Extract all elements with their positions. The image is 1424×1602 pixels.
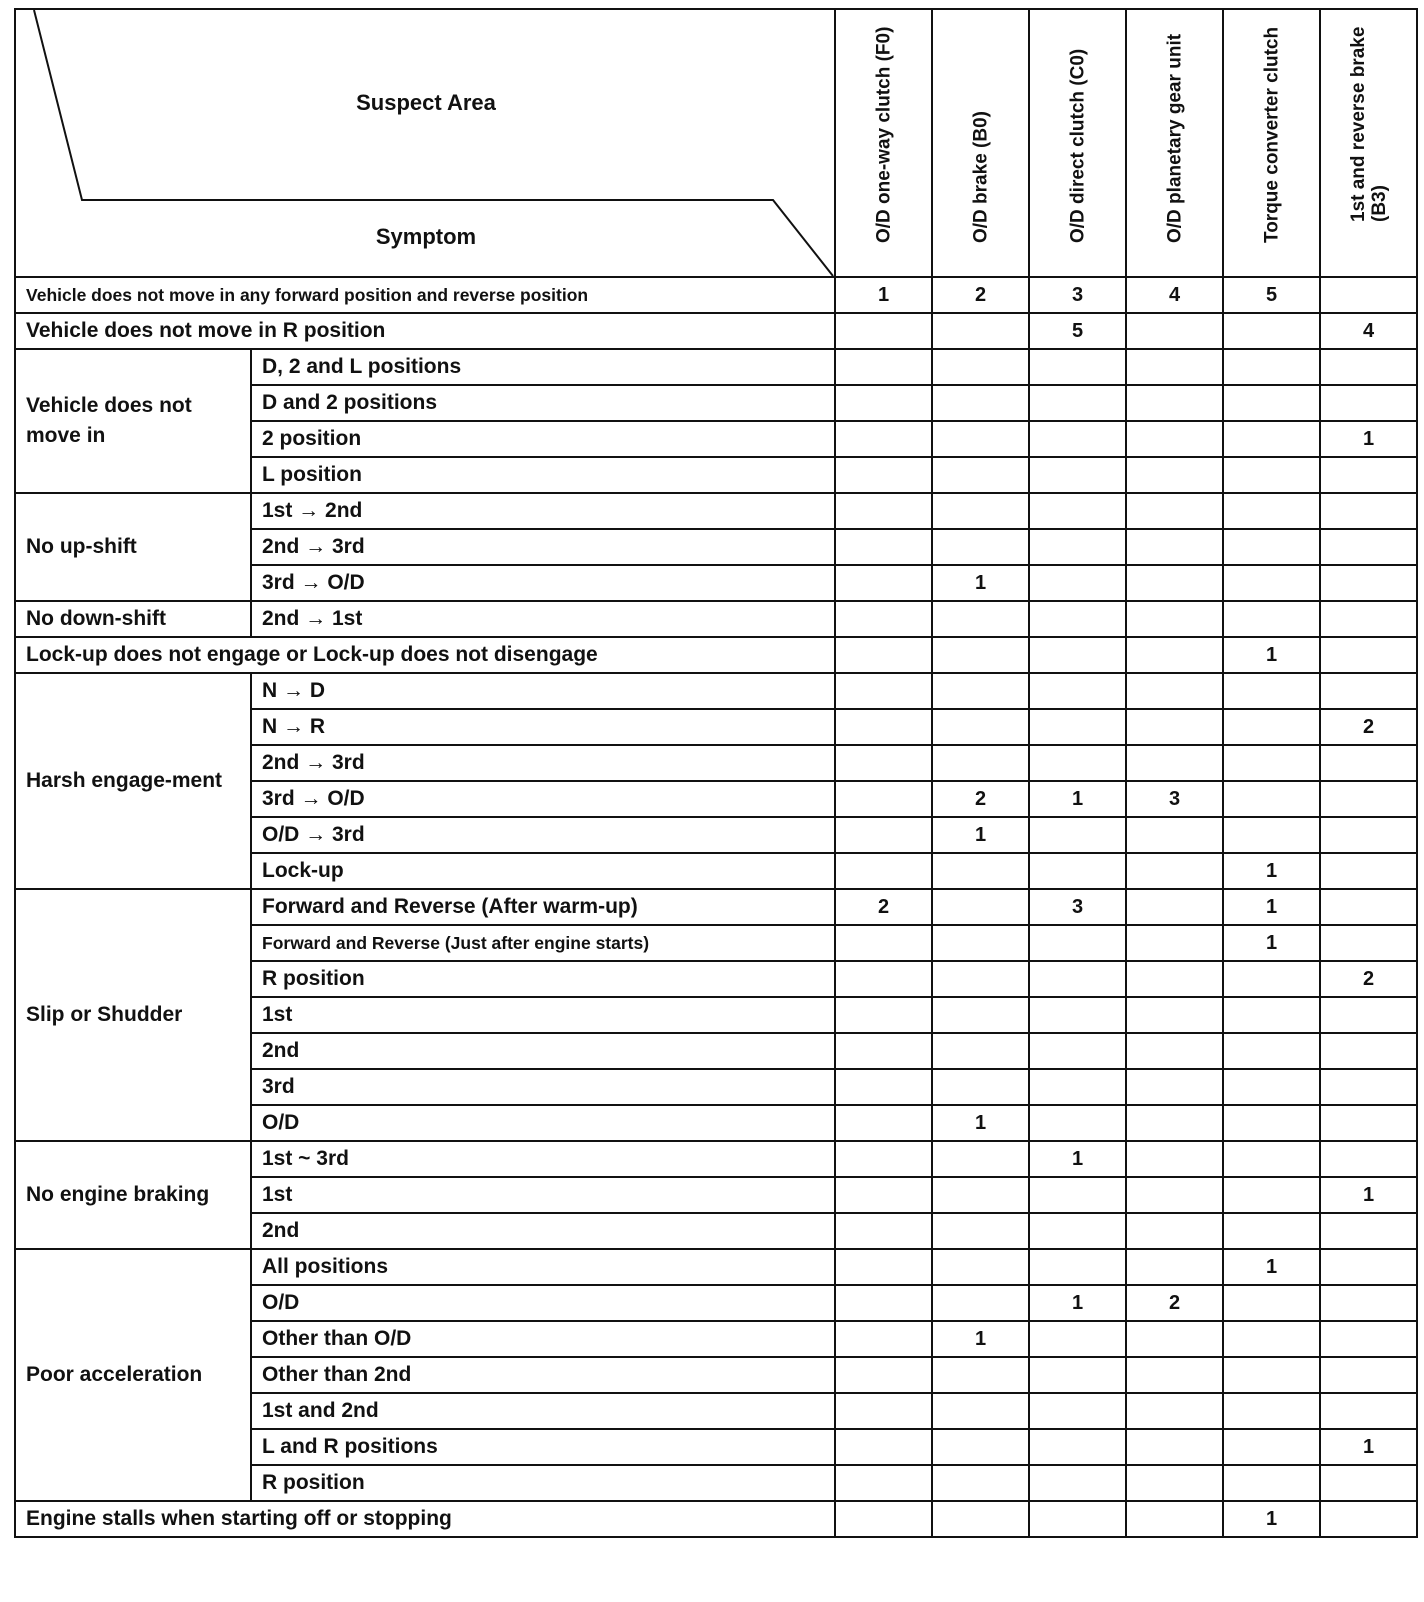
priority-cell	[1320, 1033, 1417, 1069]
priority-cell	[1223, 493, 1320, 529]
priority-cell	[1029, 1393, 1126, 1429]
priority-cell	[835, 349, 932, 385]
priority-cell	[1126, 1141, 1223, 1177]
symptom-condition: Other than O/D	[251, 1321, 835, 1357]
column-header: Torque converter clutch	[1223, 9, 1320, 277]
priority-cell	[1320, 1285, 1417, 1321]
priority-cell: 1	[835, 277, 932, 313]
symptom-label: Symptom	[375, 224, 477, 249]
priority-cell	[1223, 1393, 1320, 1429]
priority-cell	[835, 385, 932, 421]
priority-cell	[1223, 385, 1320, 421]
priority-cell	[1223, 1213, 1320, 1249]
priority-cell	[835, 1393, 932, 1429]
priority-cell: 1	[1029, 1285, 1126, 1321]
priority-cell	[1223, 997, 1320, 1033]
priority-cell	[1029, 673, 1126, 709]
symptom-condition: 2nd → 3rd	[251, 745, 835, 781]
priority-cell: 1	[1029, 781, 1126, 817]
priority-cell	[1126, 817, 1223, 853]
symptom-condition: R position	[251, 961, 835, 997]
column-header: O/D direct clutch (C0)	[1029, 9, 1126, 277]
symptom-condition: O/D → 3rd	[251, 817, 835, 853]
priority-cell	[835, 997, 932, 1033]
symptom-condition: 3rd → O/D	[251, 565, 835, 601]
priority-cell: 1	[932, 1321, 1029, 1357]
priority-cell	[1223, 1321, 1320, 1357]
priority-cell	[1223, 601, 1320, 637]
priority-cell	[835, 1501, 932, 1537]
priority-cell	[1320, 349, 1417, 385]
priority-cell	[835, 961, 932, 997]
symptom-condition: O/D	[251, 1285, 835, 1321]
priority-cell	[1029, 925, 1126, 961]
priority-cell: 4	[1320, 313, 1417, 349]
priority-cell: 1	[1223, 925, 1320, 961]
priority-cell	[1126, 1429, 1223, 1465]
priority-cell	[932, 1465, 1029, 1501]
priority-cell	[1223, 1357, 1320, 1393]
priority-cell	[1126, 1105, 1223, 1141]
header-row	[15, 9, 1417, 277]
priority-cell	[1029, 1177, 1126, 1213]
priority-cell	[932, 1177, 1029, 1213]
priority-cell	[932, 997, 1029, 1033]
priority-cell	[1223, 529, 1320, 565]
priority-cell	[1320, 529, 1417, 565]
priority-cell	[1126, 1069, 1223, 1105]
priority-cell	[932, 961, 1029, 997]
priority-cell	[1320, 1357, 1417, 1393]
priority-cell	[1320, 1321, 1417, 1357]
priority-cell	[1126, 853, 1223, 889]
priority-cell	[1223, 1285, 1320, 1321]
table-row	[15, 1141, 1417, 1177]
symptom-label: Vehicle does not move in any forward position and reverse position	[15, 277, 835, 313]
priority-cell	[835, 1141, 932, 1177]
symptom-condition: 3rd	[251, 1069, 835, 1105]
priority-cell	[1126, 673, 1223, 709]
symptom-condition: N → D	[251, 673, 835, 709]
priority-cell: 1	[932, 565, 1029, 601]
column-header: O/D brake (B0)	[932, 9, 1029, 277]
priority-cell	[1223, 709, 1320, 745]
priority-cell: 2	[932, 781, 1029, 817]
priority-cell	[932, 637, 1029, 673]
priority-cell	[1223, 421, 1320, 457]
priority-cell	[1320, 1213, 1417, 1249]
priority-cell	[1126, 421, 1223, 457]
priority-cell	[835, 1285, 932, 1321]
priority-cell	[1126, 601, 1223, 637]
priority-cell	[1029, 1429, 1126, 1465]
priority-cell	[1029, 457, 1126, 493]
priority-cell	[1320, 889, 1417, 925]
priority-cell	[1126, 1465, 1223, 1501]
priority-cell	[1029, 529, 1126, 565]
table-row	[15, 601, 1417, 637]
priority-cell	[1029, 1321, 1126, 1357]
priority-cell	[835, 745, 932, 781]
troubleshooting-matrix	[14, 8, 1416, 1596]
table-row	[15, 349, 1417, 385]
symptom-condition: R position	[251, 1465, 835, 1501]
priority-cell	[1223, 349, 1320, 385]
priority-cell	[932, 1285, 1029, 1321]
priority-cell: 1	[932, 1105, 1029, 1141]
priority-cell	[835, 421, 932, 457]
priority-cell: 2	[1126, 1285, 1223, 1321]
symptom-condition: 1st → 2nd	[251, 493, 835, 529]
priority-cell	[1029, 565, 1126, 601]
priority-cell	[1320, 781, 1417, 817]
priority-cell	[932, 1249, 1029, 1285]
priority-cell	[1223, 673, 1320, 709]
priority-cell	[835, 1249, 932, 1285]
symptom-condition: 2nd	[251, 1033, 835, 1069]
priority-cell: 1	[1320, 1429, 1417, 1465]
priority-cell	[1126, 1393, 1223, 1429]
priority-cell	[932, 925, 1029, 961]
priority-cell	[932, 1213, 1029, 1249]
priority-cell	[1029, 493, 1126, 529]
priority-cell	[1223, 1429, 1320, 1465]
symptom-condition: 2nd	[251, 1213, 835, 1249]
priority-cell	[835, 493, 932, 529]
priority-cell	[1029, 637, 1126, 673]
priority-cell	[1223, 961, 1320, 997]
priority-cell	[1126, 493, 1223, 529]
priority-cell	[1320, 1249, 1417, 1285]
symptom-table	[14, 8, 1418, 1538]
priority-cell	[835, 529, 932, 565]
priority-cell	[835, 817, 932, 853]
priority-cell	[835, 457, 932, 493]
priority-cell	[1223, 1141, 1320, 1177]
symptom-condition: 1st and 2nd	[251, 1393, 835, 1429]
priority-cell	[1029, 1249, 1126, 1285]
priority-cell	[1320, 853, 1417, 889]
priority-cell	[835, 673, 932, 709]
column-header: O/D one-way clutch (F0)	[835, 9, 932, 277]
priority-cell	[932, 1357, 1029, 1393]
symptom-condition: L position	[251, 457, 835, 493]
priority-cell: 5	[1223, 277, 1320, 313]
symptom-group: Harsh engage-ment	[15, 673, 251, 889]
priority-cell: 3	[1029, 277, 1126, 313]
priority-cell	[1320, 601, 1417, 637]
priority-cell: 5	[1029, 313, 1126, 349]
priority-cell	[932, 313, 1029, 349]
priority-cell	[932, 673, 1029, 709]
priority-cell	[1320, 565, 1417, 601]
priority-cell	[835, 1033, 932, 1069]
priority-cell: 1	[1223, 637, 1320, 673]
priority-cell	[1320, 745, 1417, 781]
priority-cell	[1223, 817, 1320, 853]
symptom-condition: N → R	[251, 709, 835, 745]
symptom-condition: 1st ~ 3rd	[251, 1141, 835, 1177]
header-corner	[15, 9, 835, 277]
priority-cell	[1320, 817, 1417, 853]
priority-cell	[1029, 1501, 1126, 1537]
priority-cell	[1320, 1105, 1417, 1141]
priority-cell	[1126, 529, 1223, 565]
priority-cell	[1126, 1501, 1223, 1537]
priority-cell	[1126, 1321, 1223, 1357]
priority-cell: 2	[1320, 709, 1417, 745]
priority-cell	[1126, 637, 1223, 673]
priority-cell	[1320, 277, 1417, 313]
suspect-area-label: Suspect Area	[356, 90, 496, 115]
priority-cell	[1223, 457, 1320, 493]
priority-cell	[1126, 1249, 1223, 1285]
symptom-condition: 1st	[251, 1177, 835, 1213]
priority-cell	[1320, 385, 1417, 421]
symptom-label: Vehicle does not move in R position	[15, 313, 835, 349]
column-header: O/D planetary gear unit	[1126, 9, 1223, 277]
priority-cell	[1029, 997, 1126, 1033]
priority-cell	[1126, 385, 1223, 421]
table-row	[15, 673, 1417, 709]
priority-cell	[835, 313, 932, 349]
symptom-condition: 3rd → O/D	[251, 781, 835, 817]
priority-cell	[1223, 1177, 1320, 1213]
priority-cell	[1029, 1069, 1126, 1105]
symptom-condition: D and 2 positions	[251, 385, 835, 421]
priority-cell	[835, 1213, 932, 1249]
priority-cell	[1126, 1213, 1223, 1249]
priority-cell	[1223, 1033, 1320, 1069]
priority-cell	[932, 421, 1029, 457]
priority-cell	[932, 709, 1029, 745]
symptom-label: Engine stalls when starting off or stopping	[15, 1501, 835, 1537]
priority-cell	[1126, 565, 1223, 601]
priority-cell	[1320, 673, 1417, 709]
priority-cell	[835, 925, 932, 961]
symptom-condition: 2 position	[251, 421, 835, 457]
symptom-condition: Forward and Reverse (Just after engine starts)	[251, 925, 835, 961]
symptom-condition: Lock-up	[251, 853, 835, 889]
priority-cell	[835, 1321, 932, 1357]
priority-cell	[1126, 1357, 1223, 1393]
priority-cell	[1029, 853, 1126, 889]
table-row	[15, 277, 1417, 313]
priority-cell	[1223, 745, 1320, 781]
priority-cell	[835, 709, 932, 745]
symptom-group: No engine braking	[15, 1141, 251, 1249]
priority-cell	[835, 1177, 932, 1213]
priority-cell: 1	[1223, 853, 1320, 889]
priority-cell	[1223, 1105, 1320, 1141]
priority-cell	[932, 889, 1029, 925]
priority-cell	[1320, 1141, 1417, 1177]
priority-cell	[1223, 781, 1320, 817]
priority-cell	[1320, 1393, 1417, 1429]
priority-cell	[1029, 349, 1126, 385]
priority-cell	[835, 565, 932, 601]
priority-cell	[1320, 997, 1417, 1033]
symptom-label: Lock-up does not engage or Lock-up does not disengage	[15, 637, 835, 673]
priority-cell	[1126, 1177, 1223, 1213]
priority-cell	[1029, 1213, 1126, 1249]
symptom-condition: All positions	[251, 1249, 835, 1285]
symptom-group: Slip or Shudder	[15, 889, 251, 1141]
table-row	[15, 1249, 1417, 1285]
priority-cell	[1126, 961, 1223, 997]
priority-cell	[1126, 925, 1223, 961]
symptom-group: Poor acceleration	[15, 1249, 251, 1501]
priority-cell	[1029, 1033, 1126, 1069]
priority-cell	[1029, 961, 1126, 997]
column-header: 1st and reverse brake (B3)	[1320, 9, 1417, 277]
priority-cell: 1	[1223, 1249, 1320, 1285]
priority-cell	[932, 853, 1029, 889]
priority-cell	[1126, 997, 1223, 1033]
priority-cell	[1029, 421, 1126, 457]
priority-cell	[932, 1069, 1029, 1105]
priority-cell	[932, 1033, 1029, 1069]
table-row	[15, 1501, 1417, 1537]
priority-cell	[1320, 1069, 1417, 1105]
priority-cell: 1	[1320, 1177, 1417, 1213]
priority-cell	[1320, 1501, 1417, 1537]
priority-cell	[1126, 457, 1223, 493]
priority-cell	[1029, 601, 1126, 637]
table-row	[15, 889, 1417, 925]
priority-cell: 1	[932, 817, 1029, 853]
priority-cell	[1126, 313, 1223, 349]
table-row	[15, 313, 1417, 349]
priority-cell	[835, 1105, 932, 1141]
priority-cell	[1126, 349, 1223, 385]
priority-cell	[1029, 385, 1126, 421]
priority-cell: 1	[1223, 889, 1320, 925]
priority-cell	[1029, 709, 1126, 745]
priority-cell	[932, 529, 1029, 565]
priority-cell	[1029, 817, 1126, 853]
priority-cell: 2	[835, 889, 932, 925]
priority-cell: 2	[932, 277, 1029, 313]
priority-cell	[932, 349, 1029, 385]
priority-cell	[1320, 637, 1417, 673]
symptom-condition: 2nd → 1st	[251, 601, 835, 637]
table-row	[15, 493, 1417, 529]
symptom-condition: Other than 2nd	[251, 1357, 835, 1393]
priority-cell	[932, 385, 1029, 421]
priority-cell	[1029, 745, 1126, 781]
priority-cell	[1320, 457, 1417, 493]
priority-cell	[932, 1393, 1029, 1429]
priority-cell	[932, 1501, 1029, 1537]
symptom-condition: Forward and Reverse (After warm-up)	[251, 889, 835, 925]
priority-cell	[835, 601, 932, 637]
priority-cell	[835, 1429, 932, 1465]
priority-cell	[835, 1069, 932, 1105]
symptom-condition: O/D	[251, 1105, 835, 1141]
priority-cell	[835, 853, 932, 889]
priority-cell	[1126, 709, 1223, 745]
priority-cell	[932, 1429, 1029, 1465]
table-row	[15, 637, 1417, 673]
priority-cell	[1320, 1465, 1417, 1501]
priority-cell: 3	[1029, 889, 1126, 925]
priority-cell	[1223, 313, 1320, 349]
priority-cell	[835, 637, 932, 673]
priority-cell	[1029, 1357, 1126, 1393]
priority-cell	[835, 1357, 932, 1393]
symptom-condition: L and R positions	[251, 1429, 835, 1465]
priority-cell	[1126, 1033, 1223, 1069]
priority-cell	[932, 457, 1029, 493]
symptom-group: No down-shift	[15, 601, 251, 637]
priority-cell	[1320, 493, 1417, 529]
priority-cell: 4	[1126, 277, 1223, 313]
priority-cell	[932, 601, 1029, 637]
priority-cell	[835, 781, 932, 817]
priority-cell	[835, 1465, 932, 1501]
priority-cell	[1320, 925, 1417, 961]
priority-cell: 2	[1320, 961, 1417, 997]
priority-cell: 1	[1029, 1141, 1126, 1177]
priority-cell: 1	[1223, 1501, 1320, 1537]
priority-cell	[1126, 745, 1223, 781]
priority-cell	[932, 745, 1029, 781]
priority-cell	[1223, 565, 1320, 601]
priority-cell	[1223, 1465, 1320, 1501]
priority-cell: 3	[1126, 781, 1223, 817]
priority-cell	[932, 493, 1029, 529]
priority-cell	[1029, 1105, 1126, 1141]
priority-cell	[1126, 889, 1223, 925]
priority-cell	[1223, 1069, 1320, 1105]
symptom-condition: D, 2 and L positions	[251, 349, 835, 385]
symptom-group: Vehicle does not move in	[15, 349, 251, 493]
priority-cell: 1	[1320, 421, 1417, 457]
symptom-group: No up-shift	[15, 493, 251, 601]
priority-cell	[932, 1141, 1029, 1177]
priority-cell	[1029, 1465, 1126, 1501]
symptom-condition: 2nd → 3rd	[251, 529, 835, 565]
symptom-condition: 1st	[251, 997, 835, 1033]
